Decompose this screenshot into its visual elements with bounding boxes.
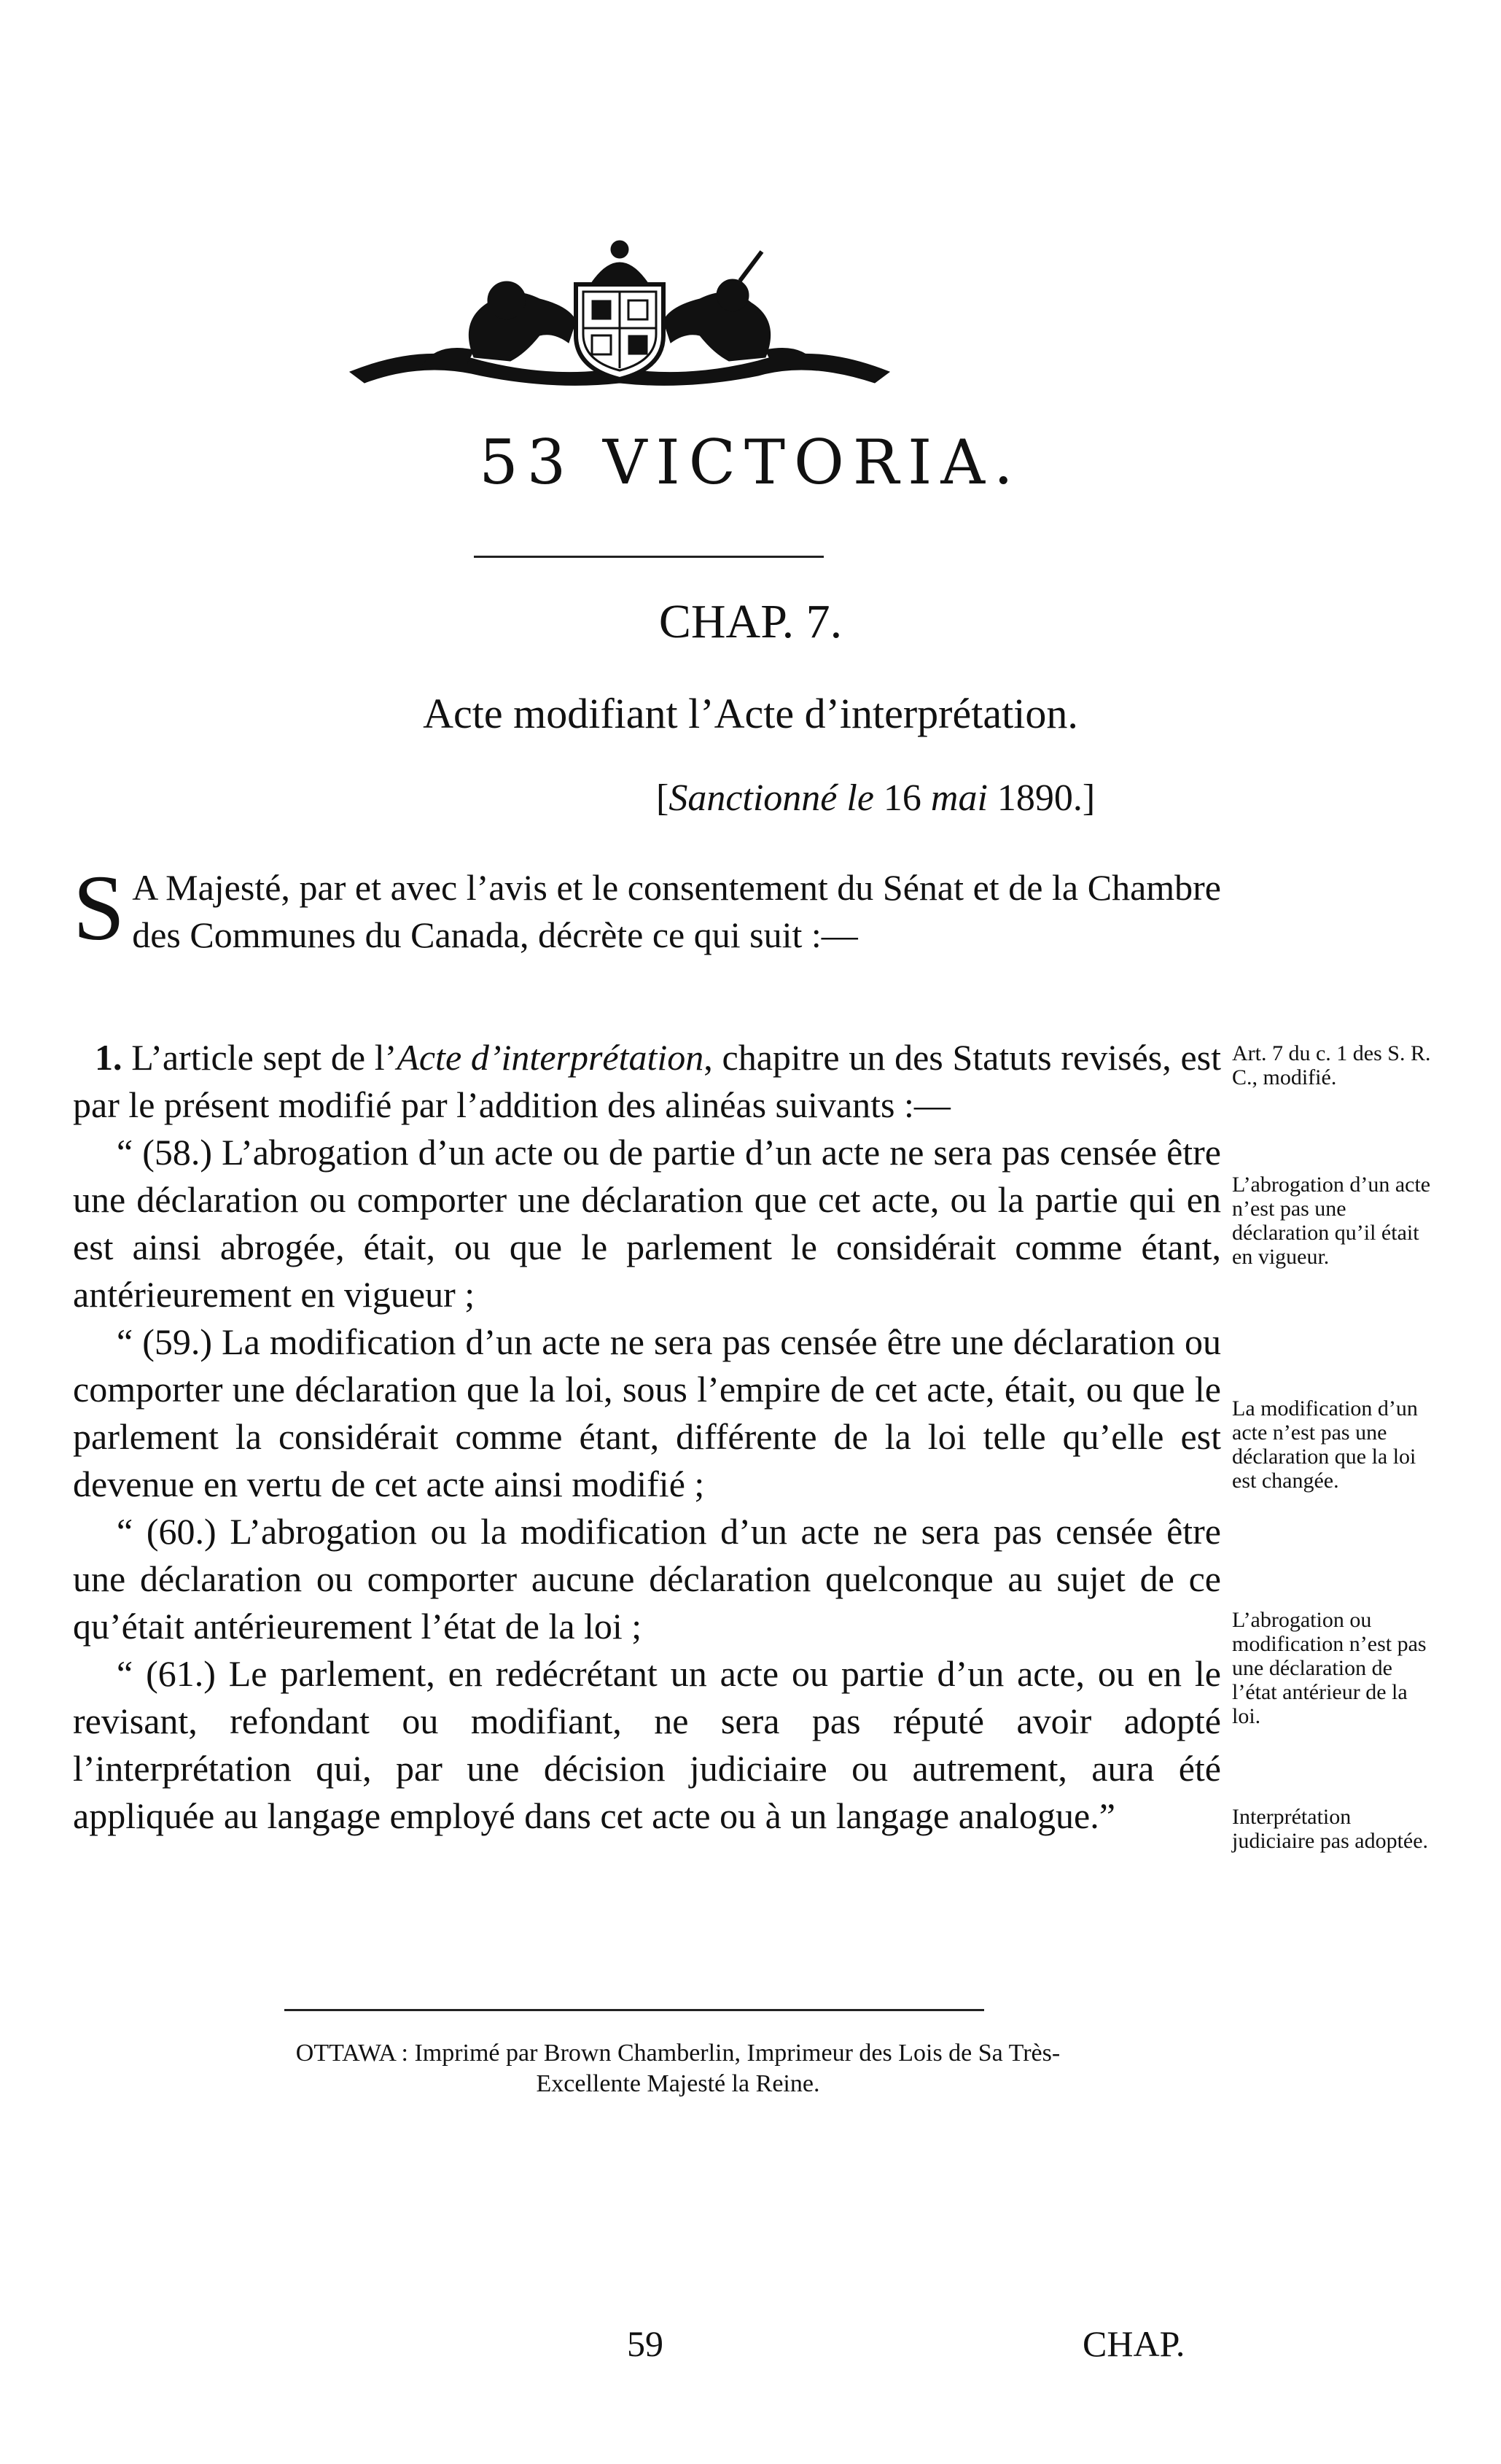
section-1 — [73, 1034, 1221, 1840]
printer-imprint — [109, 2038, 1247, 2099]
sanction-day: 16 — [883, 777, 921, 819]
sanction-label: Sanctionné le — [668, 777, 874, 819]
page-number: 59 — [627, 2323, 663, 2364]
marginal-note: Art. 7 du c. 1 des S. R. C., modifié. — [1232, 1041, 1431, 1089]
enacting-clause — [73, 856, 1221, 960]
drop-cap: S — [73, 856, 125, 960]
royal-coat-of-arms — [335, 233, 904, 394]
chapter-heading: CHAP. 7. — [658, 595, 843, 648]
marginal-note: La modification d’un acte n’est pas une déclaration que la loi est changée. — [1232, 1396, 1418, 1493]
title-divider — [474, 556, 824, 558]
act-reference: Acte d’interprétation — [397, 1037, 704, 1078]
act-title: Acte modifiant l’Acte d’interprétation. — [423, 690, 1078, 737]
footer-divider — [284, 2009, 984, 2011]
section-number: 1. — [95, 1037, 122, 1078]
section-1-intro — [73, 1034, 1221, 1129]
sanction-month: mai — [930, 777, 988, 819]
imprint-line-1: OTTAWA : Imprimé par Brown Chamberlin, Imprimeur des Lois de Sa Très- — [295, 2040, 1061, 2067]
sanction-bracket: [ — [656, 777, 669, 819]
paragraph-60: “ (60.) L’abrogation ou la modification d’un acte ne sera pas censée être une déclaration ou comporter aucune déclaration quelconque au sujet de ce qu’était antérieurement l’état de la loi ; — [73, 1511, 1221, 1647]
enacting-text: A Majesté, par et avec l’avis et le consentement du Sénat et de la Chambre des Communes du Canada, décrète ce qui suit :— — [132, 867, 1221, 955]
catchword: CHAP. — [1083, 2323, 1185, 2364]
sanction-year: 1890.] — [997, 777, 1096, 819]
volume-title: 53 VICTORIA. — [479, 427, 1022, 498]
section-1-text-b: , chapitre un des Statuts revisés, est par le présent modifié par l’addition des alinéas suivants :— — [73, 1037, 1222, 1125]
marginal-note: Interprétation judiciaire pas adoptée. — [1232, 1805, 1429, 1853]
paragraph-59: “ (59.) La modification d’un acte ne sera pas censée être une déclaration ou comporter une déclaration que la loi, sous l’empire de cet acte, était, ou que le parlement la considérait comme étant, différente de la loi telle qu’elle est devenue en vertu de cet acte ainsi modifié ; — [73, 1321, 1221, 1504]
marginal-note: L’abrogation d’un acte n’est pas une déclaration qu’il était en vigueur. — [1232, 1173, 1431, 1269]
paragraph-58: “ (58.) L’abrogation d’un acte ou de partie d’un acte ne sera pas censée être une déclaration ou comporter une déclaration que cet acte, ou la partie qui en est ainsi abrogée, était, ou que le parlement le considérait comme étant, antérieurement en vigueur ; — [73, 1132, 1221, 1315]
marginal-note: L’abrogation ou modification n’est pas une déclaration de l’état antérieur de la loi. — [1232, 1608, 1427, 1728]
section-1-text-a: L’article sept de l’ — [131, 1037, 397, 1078]
sanction-date — [656, 777, 1095, 820]
paragraph-61: “ (61.) Le parlement, en redécrétant un acte ou partie d’un acte, ou en le revisant, refondant ou modifiant, ne sera pas réputé avoir adopté l’interprétation qui, par une décision judiciaire ou autrement, aura été appliquée au langage employé dans cet acte ou à un langage analogue.” — [73, 1653, 1221, 1836]
imprint-line-2: Excellente Majesté la Reine. — [536, 2070, 820, 2097]
